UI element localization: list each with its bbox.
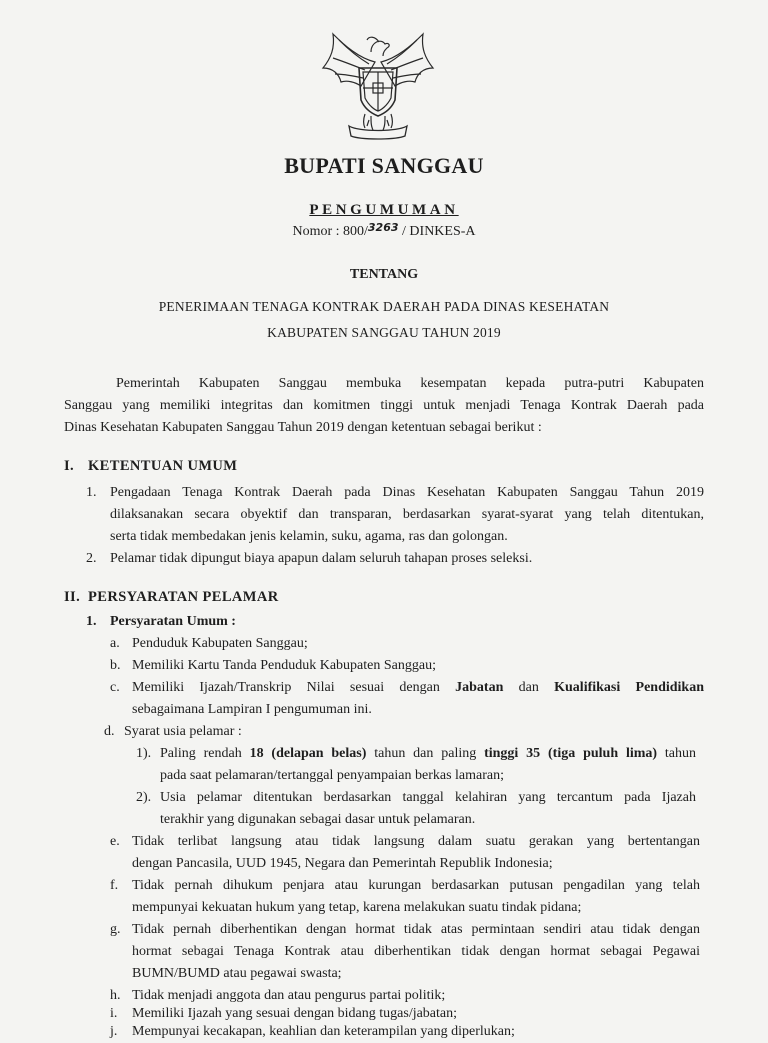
section-2-number: II. <box>64 589 81 605</box>
list-item-line: Syarat usia pelamar : <box>124 724 242 739</box>
item-marker: a. <box>110 636 120 651</box>
list-item-line: Tidak menjadi anggota dan atau pengurus partai politik; <box>132 988 446 1003</box>
list-item-line: BUMN/BUMD atau pegawai swasta; <box>132 966 342 981</box>
item-marker: 2). <box>136 790 152 805</box>
sub-section-marker: 1. <box>86 614 97 629</box>
item-marker: b. <box>110 658 121 673</box>
list-item-line <box>132 677 704 699</box>
about-heading: TENTANG <box>349 267 419 282</box>
section-1-title: KETENTUAN UMUM <box>88 458 238 474</box>
handwritten-number: 3263 <box>367 221 399 234</box>
intro-line-1: Pemerintah Kabupaten Sanggau membuka kesempatan kepada putra-putri Kabupaten <box>116 376 704 391</box>
item-marker: d. <box>104 724 115 739</box>
item-marker: f. <box>110 878 119 893</box>
text-run: Paling rendah <box>160 746 250 761</box>
item-marker: g. <box>110 922 121 937</box>
list-item-line: Usia pelamar ditentukan berdasarkan tanggal kelahiran yang tercantum pada Ijazah <box>160 790 696 805</box>
text-run: Memiliki Ijazah/Transkrip Nilai sesuai dengan <box>132 680 456 695</box>
section-2-title: PERSYARATAN PELAMAR <box>88 589 279 605</box>
bold-text-run: Kualifikasi Pendidikan <box>554 680 705 695</box>
sub-section-title: Persyaratan Umum : <box>110 614 236 629</box>
list-item-line: mempunyai kekuatan hukum yang tetap, karena melakukan suatu tindak pidana; <box>132 900 582 915</box>
list-item-line: Tidak pernah dihukum penjara atau kurungan berdasarkan putusan pengadilan yang telah <box>132 878 700 893</box>
bold-text-run: Jabatan <box>455 680 504 695</box>
list-item-line: Pelamar tidak dipungut biaya apapun dalam seluruh tahapan proses seleksi. <box>110 551 533 566</box>
item-marker: h. <box>110 988 121 1003</box>
item-marker: i. <box>110 1006 118 1021</box>
item-marker: c. <box>110 680 120 695</box>
list-item-line: Tidak pernah diberhentikan dengan hormat tidak atas permintaan sendiri atau tidak dengan <box>132 922 700 937</box>
list-item-line: terakhir yang digunakan sebagai dasar untuk pelamaran. <box>160 812 476 827</box>
page-title: BUPATI SANGGAU <box>284 153 484 178</box>
item-marker: 2. <box>86 551 97 566</box>
list-item-line: serta tidak membedakan jenis kelamin, suku, agama, ras dan golongan. <box>110 529 508 544</box>
list-item-line: Penduduk Kabupaten Sanggau; <box>132 636 308 651</box>
list-item-line: sebagaimana Lampiran I pengumuman ini. <box>132 702 372 717</box>
document-number <box>0 221 768 240</box>
bold-text-run: 18 (delapan belas) <box>249 746 367 761</box>
list-item-line: Memiliki Ijazah yang sesuai dengan bidang tugas/jabatan; <box>132 1006 458 1021</box>
section-1-number: I. <box>64 458 75 474</box>
list-item-line: Memiliki Kartu Tanda Penduduk Kabupaten Sanggau; <box>132 658 436 673</box>
intro-line-3: Dinas Kesehatan Kabupaten Sanggau Tahun 2019 dengan ketentuan sebagai berikut : <box>64 420 542 435</box>
bold-text-run: tinggi 35 (tiga puluh lima) <box>484 746 658 761</box>
text-run: tahun dan paling <box>366 746 485 761</box>
announcement-heading: PENGUMUMAN <box>309 202 459 218</box>
item-marker: 1). <box>136 746 152 761</box>
list-item-line <box>160 743 696 765</box>
text-run: dan <box>503 680 555 695</box>
subject-line-2: KABUPATEN SANGGAU TAHUN 2019 <box>267 325 501 340</box>
list-item-line: Pengadaan Tenaga Kontrak Daerah pada Dinas Kesehatan Kabupaten Sanggau Tahun 2019 <box>110 485 704 500</box>
garuda-emblem-icon <box>319 28 437 140</box>
intro-line-2: Sanggau yang memiliki integritas dan komitmen tinggi untuk menjadi Tenaga Kontrak Daerah pada <box>64 398 704 413</box>
item-marker: j. <box>110 1024 118 1039</box>
list-item-line: Tidak terlibat langsung atau tidak langsung dalam suatu gerakan yang bertentangan <box>132 834 700 849</box>
list-item-line: dilaksanakan secara obyektif dan transparan, berdasarkan syarat-syarat yang telah ditentukan, <box>110 507 704 522</box>
subject-line-1: PENERIMAAN TENAGA KONTRAK DAERAH PADA DINAS KESEHATAN <box>158 299 610 314</box>
list-item-line: pada saat pelamaran/tertanggal penyampaian berkas lamaran; <box>160 768 504 783</box>
list-item-line: dengan Pancasila, UUD 1945, Negara dan Pemerintah Republik Indonesia; <box>132 856 553 871</box>
item-marker: 1. <box>86 485 97 500</box>
list-item-line: hormat sebagai Tenaga Kontrak atau diberhentikan tidak dengan hormat sebagai Pegawai <box>132 944 700 959</box>
item-marker: e. <box>110 834 120 849</box>
list-item-line: Mempunyai kecakapan, keahlian dan keterampilan yang diperlukan; <box>132 1024 515 1039</box>
number-suffix: / DINKES-A <box>398 224 476 239</box>
text-run: tahun <box>657 746 697 761</box>
number-prefix: Nomor : 800/ <box>292 224 368 239</box>
